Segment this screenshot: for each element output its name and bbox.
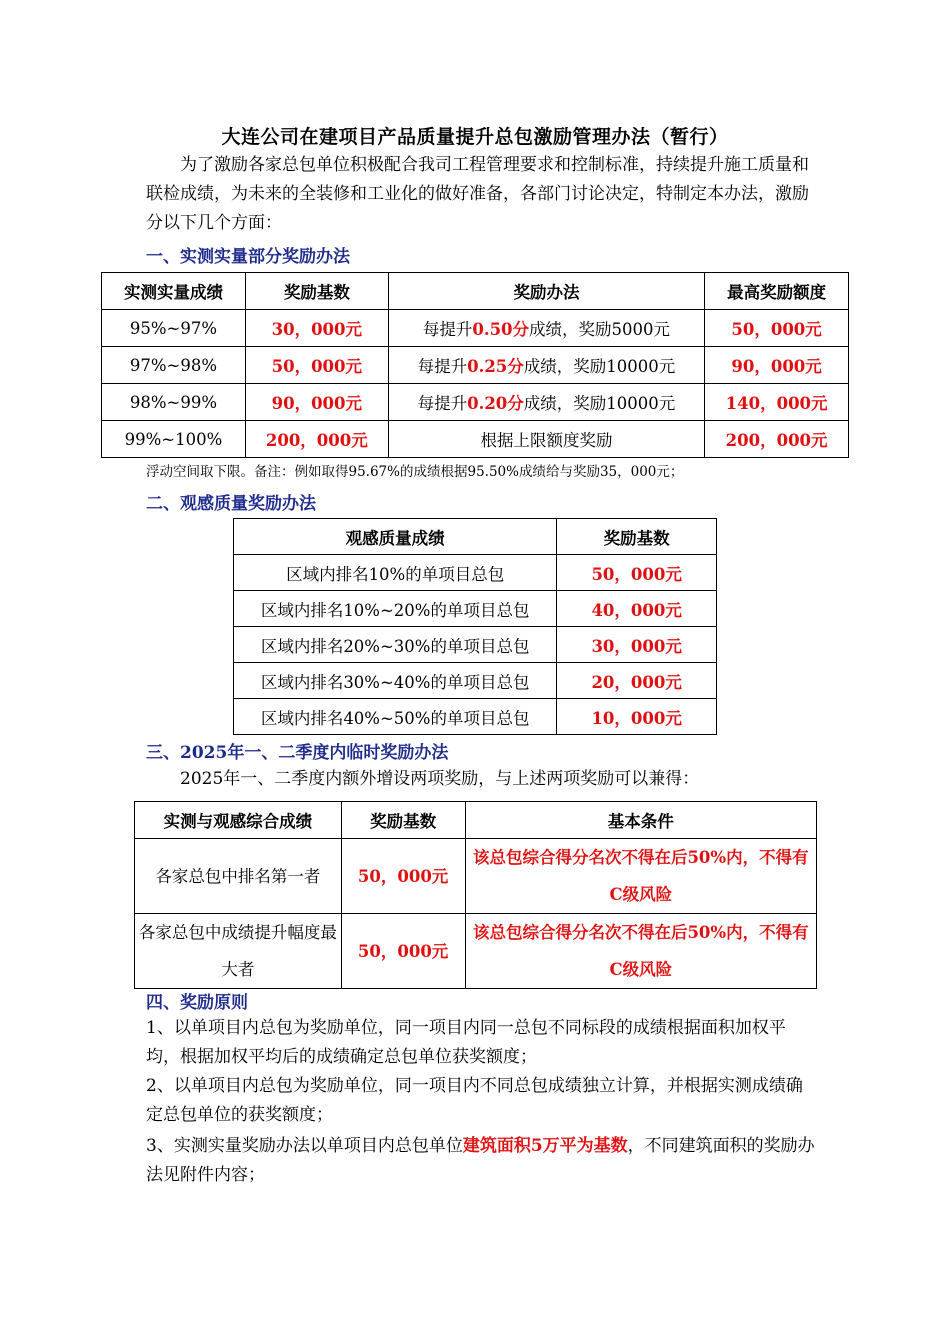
rank-cell: 区域内排名10%的单项目总包	[234, 555, 557, 591]
section2-heading: 二、观感质量奖励办法	[146, 494, 316, 514]
table-row	[234, 591, 717, 627]
score-range-cell: 97%~98%	[102, 347, 246, 384]
reward-base-cell: 30，000元	[245, 310, 388, 347]
reward-method-cell	[388, 310, 704, 347]
reward-base-cell: 200，000元	[245, 421, 388, 458]
table-row	[234, 555, 717, 591]
column-header: 奖励办法	[388, 273, 704, 310]
method-suffix: 成绩，奖励5000元	[529, 320, 671, 339]
method-step: 0.50分	[472, 320, 530, 339]
table-row	[135, 914, 817, 989]
reward-base-cell: 40，000元	[557, 591, 717, 627]
measurement-reward-table	[101, 272, 849, 458]
reward-base-cell: 10，000元	[557, 699, 717, 735]
principle-3-suffix: ，不同建筑面积的奖励办法见附件内容；	[146, 1136, 815, 1185]
reward-method-cell	[388, 384, 704, 421]
column-header: 奖励基数	[341, 802, 465, 839]
condition-cell: 该总包综合得分名次不得在后50%内，不得有C级风险	[465, 839, 816, 914]
max-reward-cell: 50，000元	[705, 310, 849, 347]
reward-base-cell: 50，000元	[245, 347, 388, 384]
section4-heading: 四、奖励原则	[146, 993, 248, 1013]
intro-paragraph: 为了激励各家总包单位积极配合我司工程管理要求和控制标准，持续提升施工质量和联检成绩，为未来的全装修和工业化的做好准备，各部门讨论决定，特制定本办法，激励分以下几个方面：	[146, 155, 809, 233]
column-header: 基本条件	[465, 802, 816, 839]
reward-base-cell: 20，000元	[557, 663, 717, 699]
principle-3-emphasis: 建筑面积5万平为基数	[462, 1136, 628, 1156]
table-header-row	[234, 519, 717, 555]
score-range-cell: 95%~97%	[102, 310, 246, 347]
table-header-row	[135, 802, 817, 839]
table-row	[102, 421, 849, 458]
award-item-cell: 各家总包中排名第一者	[135, 839, 342, 914]
principle-paragraph-3	[146, 1132, 816, 1190]
method-suffix: 成绩，奖励10000元	[523, 357, 676, 376]
section1-note: 浮动空间取下限。备注：例如取得95.67%的成绩根据95.50%成绩给与奖励35，000元；	[146, 464, 684, 480]
method-step: 0.25分	[467, 357, 524, 376]
table-row	[234, 663, 717, 699]
max-reward-cell: 90，000元	[705, 347, 849, 384]
score-range-cell: 98%~99%	[102, 384, 246, 421]
method-suffix: 成绩，奖励10000元	[523, 394, 676, 413]
column-header: 实测与观感综合成绩	[135, 802, 342, 839]
table-header-row	[102, 273, 849, 310]
rank-cell: 区域内排名10%~20%的单项目总包	[234, 591, 557, 627]
condition-cell: 该总包综合得分名次不得在后50%内，不得有C级风险	[465, 914, 816, 989]
award-item-cell: 各家总包中成绩提升幅度最大者	[135, 914, 342, 989]
table-row	[234, 699, 717, 735]
reward-base-cell: 30，000元	[557, 627, 717, 663]
principle-paragraph-1: 1、以单项目内总包为奖励单位，同一项目内同一总包不同标段的成绩根据面积加权平均，根据加权平均后的成绩确定总包单位获奖额度；	[146, 1018, 786, 1067]
column-header: 最高奖励额度	[705, 273, 849, 310]
table-row	[135, 839, 817, 914]
score-range-cell: 99%~100%	[102, 421, 246, 458]
table-row	[102, 347, 849, 384]
appearance-reward-table	[233, 518, 717, 735]
reward-method-cell	[388, 347, 704, 384]
rank-cell: 区域内排名30%~40%的单项目总包	[234, 663, 557, 699]
column-header: 观感质量成绩	[234, 519, 557, 555]
table-row	[102, 310, 849, 347]
column-header: 奖励基数	[245, 273, 388, 310]
temporary-reward-table	[134, 801, 817, 989]
section1-heading: 一、实测实量部分奖励办法	[146, 247, 350, 267]
method-prefix: 每提升	[422, 320, 473, 339]
reward-base-cell: 90，000元	[245, 384, 388, 421]
document-title: 大连公司在建项目产品质量提升总包激励管理办法（暂行）	[221, 126, 729, 148]
reward-base-cell: 50，000元	[341, 914, 465, 989]
principle-3-prefix: 3、实测实量奖励办法以单项目内总包单位	[146, 1136, 463, 1156]
column-header: 实测实量成绩	[102, 273, 246, 310]
rank-cell: 区域内排名40%~50%的单项目总包	[234, 699, 557, 735]
method-prefix: 每提升	[417, 357, 468, 376]
method-step: 0.20分	[467, 394, 524, 413]
principle-paragraph-2: 2、以单项目内总包为奖励单位，同一项目内不同总包成绩独立计算，并根据实测成绩确定总包单位的获奖额度；	[146, 1076, 803, 1125]
max-reward-cell: 140，000元	[705, 384, 849, 421]
max-reward-cell: 200，000元	[705, 421, 849, 458]
table-row	[102, 384, 849, 421]
column-header: 奖励基数	[557, 519, 717, 555]
method-prefix: 每提升	[417, 394, 468, 413]
reward-base-cell: 50，000元	[557, 555, 717, 591]
reward-base-cell: 50，000元	[341, 839, 465, 914]
rank-cell: 区域内排名20%~30%的单项目总包	[234, 627, 557, 663]
section3-heading: 三、2025年一、二季度内临时奖励办法	[146, 743, 449, 763]
section3-intro: 2025年一、二季度内额外增设两项奖励，与上述两项奖励可以兼得：	[180, 769, 700, 789]
reward-method-cell: 根据上限额度奖励	[388, 421, 704, 458]
table-row	[234, 627, 717, 663]
